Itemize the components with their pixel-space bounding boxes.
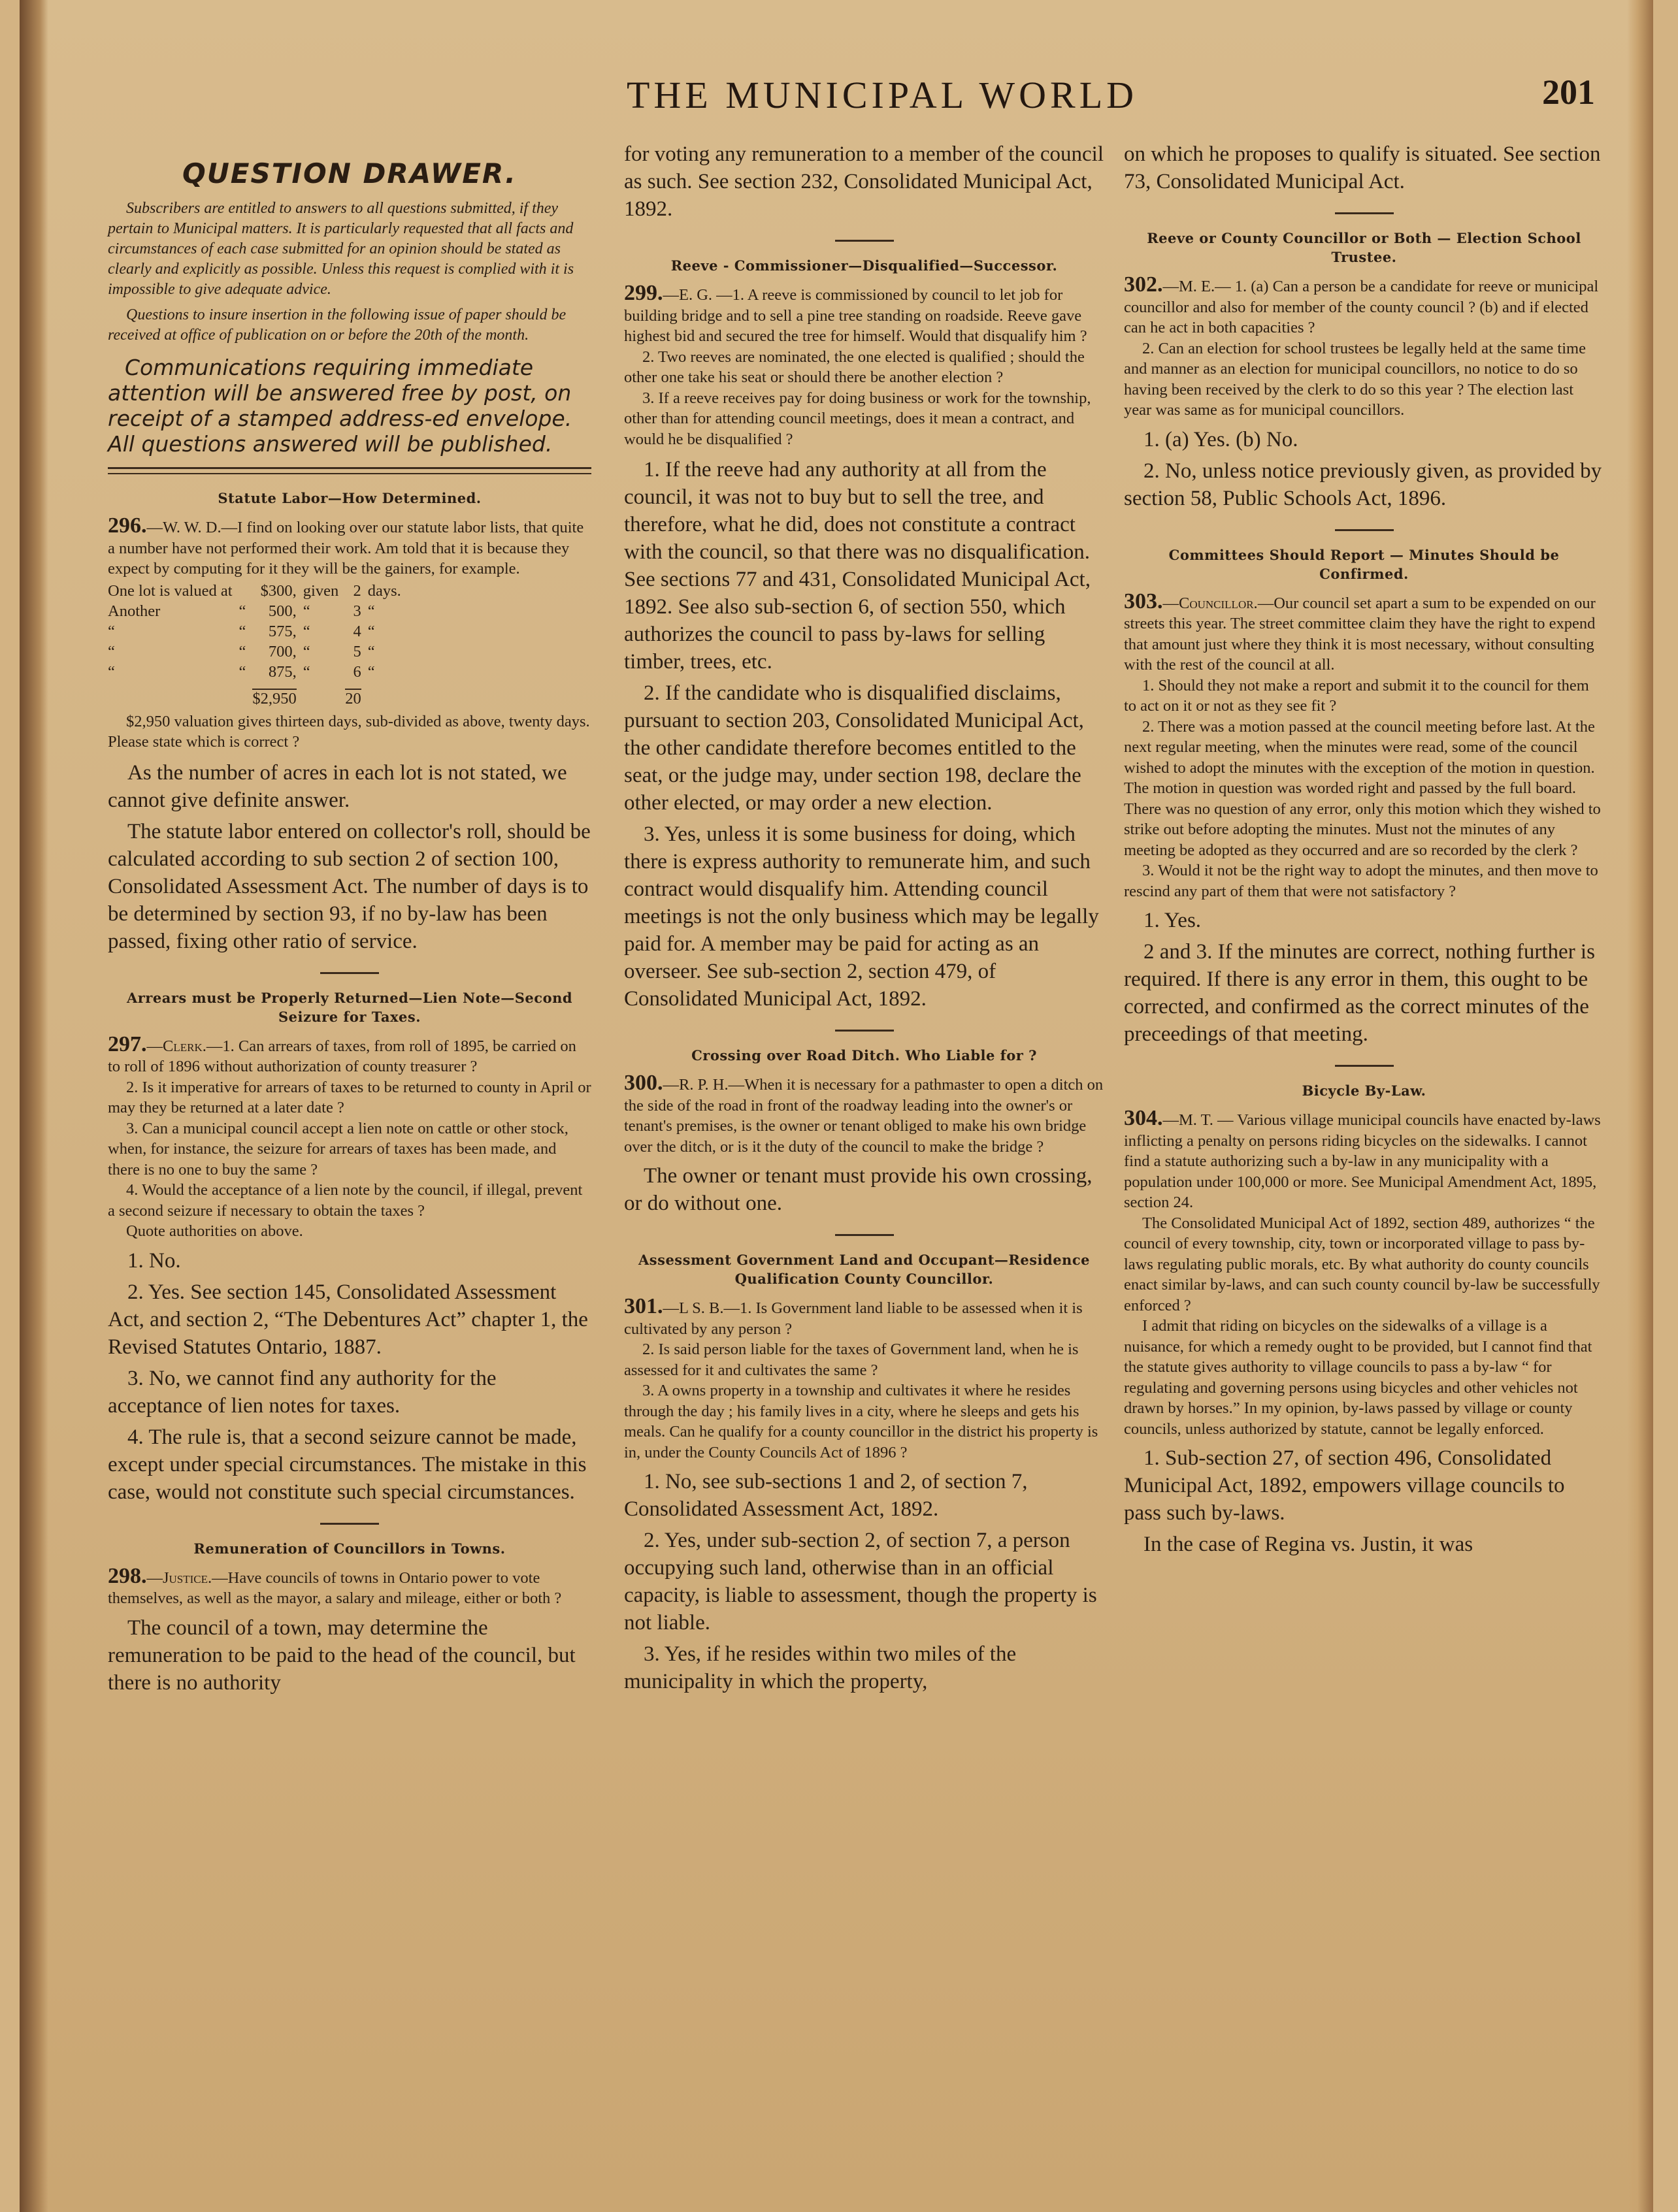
unit-label: “ [367,642,375,660]
row-label: One lot is valued at [108,581,233,600]
question-296 [108,515,591,579]
section-rule [835,1234,894,1236]
question-text: —L S. B.—1. Is Government land liable to be assessed when it is cultivated by any person ? [624,1299,1083,1338]
unit-label: days. [367,581,401,600]
answer-paragraph: 2. Yes. See section 145, Consolidated Assessment Act, and section 2, “The Debentures Act” chapter 1, the Revised Statutes Ontario, 1887. [108,1280,588,1359]
running-head-title: THE MUNICIPAL WORLD [626,74,1138,116]
question-301 [624,1296,1104,1339]
valuation-row [108,581,408,601]
valuation-row [108,662,408,682]
given-label: “ [303,602,310,620]
valuation-total-row [108,682,408,709]
valuation-table [108,581,408,709]
question-number: 299. [624,281,663,305]
question-number: 298. [108,1563,147,1588]
question-303 [1124,591,1604,675]
answer-paragraph: 1. No. [127,1248,181,1273]
ditto-mark: “ [239,662,246,681]
day-count: 6 [353,662,361,681]
total-days: 20 [345,689,361,708]
section-rule [835,1030,894,1032]
answer-paragraph: on which he proposes to qualify is situated. See section 73, Consolidated Municipal Act. [1124,142,1601,193]
question-text: 2. Is said person liable for the taxes of Government land, when he is assessed for it and cultivates the same ? [624,1341,1079,1379]
question-298 [108,1563,591,1609]
answer-paragraph: The owner or tenant must provide his own crossing, or do without one. [624,1164,1093,1215]
answer-paragraph: 1. No, see sub-sections 1 and 2, of section 7, Consolidated Assessment Act, 1892. [624,1470,1028,1521]
double-rule [108,473,591,474]
question-text: 3. If a reeve receives pay for doing business or work for the township, other than for attending council meetings, does it mean a contract, and would he be disqualified ? [624,389,1091,448]
ditto-mark [239,581,253,601]
question-text: —E. G. —1. A reeve is commissioned by council to let job for building bridge and to sell a pine tree standing on roadside. Reeve gave highest bid and secured the tree for himself. Would that disqualify him ? [624,286,1087,345]
question-text: I admit that riding on bicycles on the sidewalks of a village is a nuisance, for which a remedy ought to be provided, but I cannot find that the statute gives authority to village councils to pass a by-law “ for regulating and governing persons using bicycles and other vehicles not drawn by horses.” In my opinion, by-laws passed by village or county councils, unless authorized by statute, cannot be legally enforced. [1124,1317,1592,1438]
valuation-row [108,642,408,662]
question-text: 1. Should they not make a report and submit it to the council for them to act on it or not as they see fit ? [1124,676,1589,715]
given-label: “ [303,622,310,640]
answer-paragraph: 3. Yes, if he resides within two miles of the municipality in which the property, [624,1642,1017,1693]
question-299 [624,283,1104,347]
answer-paragraph: 2 and 3. If the minutes are correct, nothing further is required. If there is any error in them, this ought to be corrected, and confirmed as the correct minutes of the preceedings of that meeting. [1124,940,1595,1046]
answer-paragraph: 3. No, we cannot find any authority for the acceptance of lien notes for taxes. [108,1366,497,1418]
question-heading: Committees Should Report — Minutes Should be Confirmed. [1168,546,1560,582]
question-text: —R. P. H.—When it is necessary for a pathmaster to open a ditch on the side of the road in front of the roadway leading into the owner's or tenant's premises, is the owner or tenant obliged to make his own bridge over the ditch, or is it the duty of the council to make the bridge ? [624,1076,1104,1156]
row-label: Another [108,602,161,620]
answer-paragraph: 2. If the candidate who is disqualified disclaims, pursuant to section 203, Consolidated Municipal Act, the other candidate therefore becomes entitled to the seat, or the judge may, under section 198, declare the other elected, or may order a new election. [624,681,1084,815]
question-number: 296. [108,513,147,538]
question-heading: Assessment Government Land and Occupant—Residence Qualification County Councillor. [638,1252,1090,1287]
ditto-mark: “ [239,602,246,620]
page-edge-right [1627,0,1653,2212]
question-297 [108,1034,591,1077]
question-text: —M. E.— 1. (a) Can a person be a candidate for reeve or municipal councillor and also for member of the county council ? (b) and if elected can he act in both capacities ? [1124,278,1599,336]
unit-label: “ [367,622,375,640]
question-number: 302. [1124,272,1163,297]
answer-paragraph: 1. Yes. [1143,909,1202,932]
given-label: given [303,581,339,600]
answer-paragraph: 2. Yes, under sub-section 2, of section 7, a person occupying such land, otherwise than in an official capacity, is liable to assessment, though the property is not liable. [624,1529,1097,1635]
correspondent-name: —Councillor. [1162,594,1258,612]
given-label: “ [303,642,310,660]
unit-label: “ [367,662,375,681]
section-rule [1335,1065,1394,1067]
question-text: 3. Would it not be the right way to adopt the minutes, and then move to rescind any part of them that were not satisfactory ? [1124,862,1598,900]
question-304 [1124,1108,1604,1213]
section-rule [320,1523,379,1525]
given-label: “ [303,662,310,681]
answer-paragraph: for voting any remuneration to a member of the council as such. See section 232, Consolidated Municipal Act, 1892. [624,142,1104,221]
answer-paragraph: 2. No, unless notice previously given, as provided by section 58, Public Schools Act, 1896. [1124,459,1602,510]
question-300 [624,1073,1104,1157]
section-rule [1335,212,1394,214]
question-text: 2. There was a motion passed at the council meeting before last. At the next regular meeting, when the minutes were read, some of the council wished to adopt the minutes with the exception of the motion in question. The motion in question was worded right and passed by the full board. There was no question of any error, only this motion which they wished to strike out before adopting the minutes. Must not the minutes of any meeting be adopted as they occurred and are so recorded by the clerk ? [1124,717,1601,859]
question-text: $2,950 valuation gives thirteen days, sub-divided as above, twenty days. Please state which is correct ? [108,712,590,751]
answer-paragraph: 1. If the reeve had any authority at all from the council, it was not to buy but to sell the tree, and therefore, what he did, does not constitute a contract with the council, so that there was no disqualification. See sections 77 and 431, Consolidated Municipal Act, 1892. See also sub-section 6, of section 550, which authorizes the council to pass by-laws for selling timber, trees, etc. [624,458,1091,674]
question-heading: Arrears must be Properly Returned—Lien Note—Second Seizure for Taxes. [126,989,573,1025]
question-text: 2. Two reeves are nominated, the one elected is qualified ; should the other one take his seat or should there be another election ? [624,348,1085,386]
question-text: 4. Would the acceptance of a lien note by the council, if illegal, prevent a second seizure if necessary to obtain the taxes ? [108,1181,583,1220]
question-heading: Bicycle By-Law. [1302,1082,1426,1099]
day-count: 2 [353,581,361,600]
question-text: 3. A owns property in a township and cultivates it where he resides through the day ; his family lives in a city, where he sleeps and gets his meals. Can he qualify for a county councillor in the district his property is in, under the County Councils Act of 1896 ? [624,1382,1098,1461]
correspondent-name: —Justice. [146,1569,212,1587]
question-number: 300. [624,1071,663,1095]
valuation-amount: 875, [268,662,297,681]
deadline-paragraph: Questions to insure insertion in the following issue of paper should be received at office of publication on or before the 20th of the month. [108,306,567,344]
question-heading: Statute Labor—How Determined. [218,490,482,506]
valuation-row [108,621,408,642]
total-valuation: $2,950 [252,689,297,708]
question-text: —W. W. D.—I find on looking over our statute labor lists, that quite a number have not performed their work. Am told that it is because they expect by computing for it they will be the gainers, for example. [108,519,584,577]
answer-paragraph: The statute labor entered on collector's roll, should be calculated according to sub section 2 of section 100, Consolidated Assessment Act. The number of days is to be determined by section 93, if no by-law has been passed, fixing other ratio of service. [108,819,591,953]
section-rule [320,972,379,974]
day-count: 3 [353,602,361,620]
valuation-row [108,601,408,621]
page-shadow-left [20,0,48,2212]
answer-paragraph: 4. The rule is, that a second seizure cannot be made, except under special circumstances. The mistake in this case, would not constitute such special circumstances. [108,1425,587,1504]
column-3 [1124,140,1604,1562]
question-heading: Crossing over Road Ditch. Who Liable for ? [691,1047,1037,1064]
question-text: Quote authorities on above. [126,1222,303,1240]
valuation-amount: 575, [268,622,297,640]
question-text: —Our council set apart a sum to be expended on our streets this year. The street committee claim they have the right to expend that amount just where they think it is most necessary, without consulting with the rest of the council at all. [1124,594,1596,674]
answer-paragraph: In the case of Regina vs. Justin, it was [1143,1533,1473,1556]
answer-paragraph: As the number of acres in each lot is not stated, we cannot give definite answer. [108,760,567,812]
section-title: QUESTION DRAWER. [182,157,517,189]
question-number: 297. [108,1032,147,1056]
section-rule [835,240,894,242]
question-number: 304. [1124,1106,1163,1130]
page-number: 201 [1542,73,1595,112]
ditto-mark: “ [239,642,246,660]
valuation-amount: 500, [268,602,297,620]
day-count: 5 [353,642,361,660]
double-rule [108,467,591,469]
question-text: 2. Can an election for school trustees be legally held at the same time and manner as an election for municipal councillors, no notice to do so having been received by the clerk to do so this year ? The election last year was same as for municipal councillors. [1124,339,1586,419]
answer-paragraph: The council of a town, may determine the remuneration to be paid to the head of the council, but there is no authority [108,1616,576,1695]
question-heading: Reeve - Commissioner—Disqualified—Successor. [670,257,1058,274]
question-number: 301. [624,1294,663,1318]
row-label: “ [108,622,115,640]
question-text: —1. Can arrears of taxes, from roll of 1895, be carried on to roll of 1896 without authorization of county treasurer ? [108,1037,576,1075]
ditto-mark: “ [239,622,246,640]
correspondent-name: —Clerk. [146,1037,206,1055]
question-number: 303. [1124,589,1163,613]
newspaper-page [20,0,1653,2212]
row-label: “ [108,662,115,681]
question-heading: Remuneration of Councillors in Towns. [193,1540,506,1557]
answer-paragraph: 1. (a) Yes. (b) No. [1143,427,1298,451]
row-label: “ [108,642,115,660]
question-text: 2. Is it imperative for arrears of taxes to be returned to county in April or may they be returned at a later date ? [108,1078,591,1116]
question-text: 3. Can a municipal council accept a lien note on cattle or other stock, when, for instance, the seizure for arrears of taxes has been made, and there is no one to buy the same ? [108,1119,568,1179]
question-text: —Have councils of towns in Ontario power to vote themselves, as well as the mayor, a salary and mileage, either or both ? [108,1569,562,1607]
question-text: —M. T. — Various village municipal councils have enacted by-laws inflicting a penalty on persons riding bicycles on the sidewalks. I cannot find a statute authorizing such a by-law in any municipality with a population under 100,000 or more. See Municipal Amendment Act, 1895, section 24. [1124,1111,1601,1211]
intro-paragraph: Subscribers are entitled to answers to all questions submitted, if they pertain to Municipal matters. It is particularly requested that all facts and circumstances of each case submitted for an opinion should be stated as clearly and explicitly as possible. Unless this request is complied with it is impossible to give adequate advice. [108,200,574,298]
section-rule [1335,529,1394,531]
column-2 [624,140,1104,1699]
valuation-amount: 700, [268,642,297,660]
question-heading: Reeve or County Councillor or Both — Election School Trustee. [1147,230,1581,265]
day-count: 4 [353,622,361,640]
column-1 [108,140,591,1700]
valuation-amount: $300, [260,581,297,600]
unit-label: “ [367,602,375,620]
notice-paragraph: Communications requiring immediate attention will be answered free by post, on receipt of a stamped address-ed envelope. All questions answered will be published. [108,355,572,457]
question-302 [1124,274,1604,338]
answer-paragraph: 3. Yes, unless it is some business for doing, which there is express authority to remunerate him, and such contract would disqualify him. Attending council meetings is not the only business which may be legally paid for. A member may be paid for acting as an overseer. See sub-section 2, section 479, of Consolidated Municipal Act, 1892. [624,822,1099,1011]
answer-paragraph: 1. Sub-section 27, of section 496, Consolidated Municipal Act, 1892, empowers village councils to pass such by-laws. [1124,1446,1565,1525]
question-text: The Consolidated Municipal Act of 1892, section 489, authorizes “ the council of every township, city, town or incorporated village to pass by-laws regulating public morals, etc. By what authority do county councils enact similar by-laws, and can such county council by-law be successfully enforced ? [1124,1214,1600,1314]
